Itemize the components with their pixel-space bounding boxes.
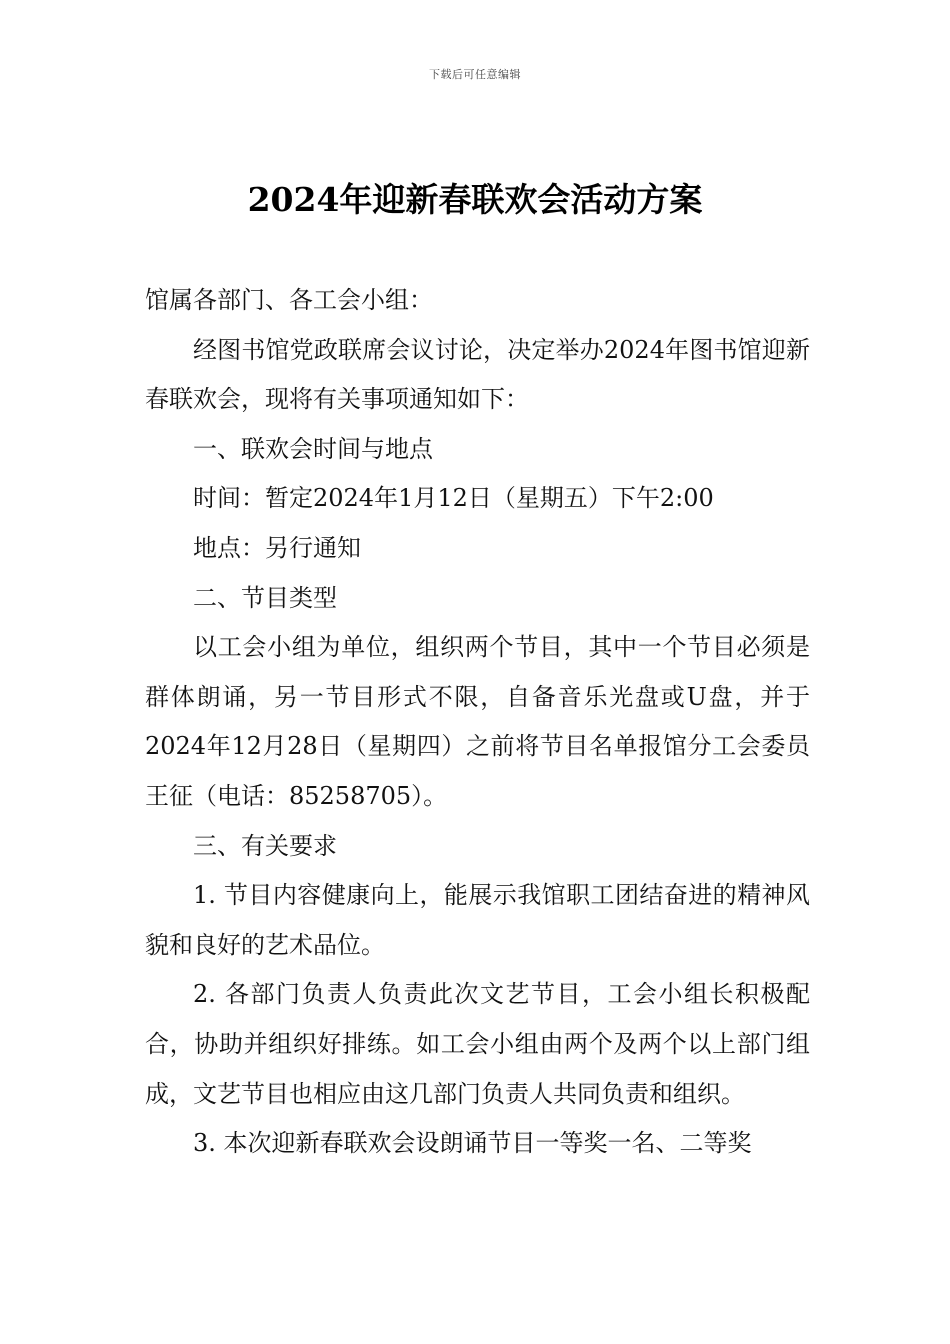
requirement-3: 3. 本次迎新春联欢会设朗诵节目一等奖一名、二等奖: [193, 1129, 752, 1158]
requirement-2: 2. 各部门负责人负责此次文艺节目，工会小组长积极配合，协助并组织好排练。如工会小组由两个及两个以上部门组成，文艺节目也相应由这几部门负责人共同负责和组织。: [145, 980, 810, 1108]
requirement-1: 1. 节目内容健康向上，能展示我馆职工团结奋进的精神风貌和良好的艺术品位。: [145, 881, 810, 959]
document-body: [145, 276, 810, 1169]
program-type-paragraph: 以工会小组为单位，组织两个节目，其中一个节目必须是群体朗诵，另一节目形式不限，自备音乐光盘或U盘，并于2024年12月28日（星期四）之前将节目名单报馆分工会委员王征（电话：85258705）。: [145, 633, 810, 810]
salutation: 馆属各部门、各工会小组：: [145, 286, 433, 314]
time-line: 时间：暂定2024年1月12日（星期五）下午2:00: [193, 484, 714, 513]
document-title: 2024年迎新春联欢会活动方案: [247, 180, 703, 219]
section-heading-time-place: 一、联欢会时间与地点: [193, 434, 433, 463]
section-heading-program-type: 二、节目类型: [193, 583, 337, 612]
intro-paragraph: 经图书馆党政联席会议讨论，决定举办2024年图书馆迎新春联欢会，现将有关事项通知如下：: [145, 335, 810, 414]
header-note: 下载后可任意编辑: [429, 68, 521, 81]
place-line: 地点：另行通知: [193, 533, 361, 562]
section-heading-requirements: 三、有关要求: [193, 831, 337, 860]
